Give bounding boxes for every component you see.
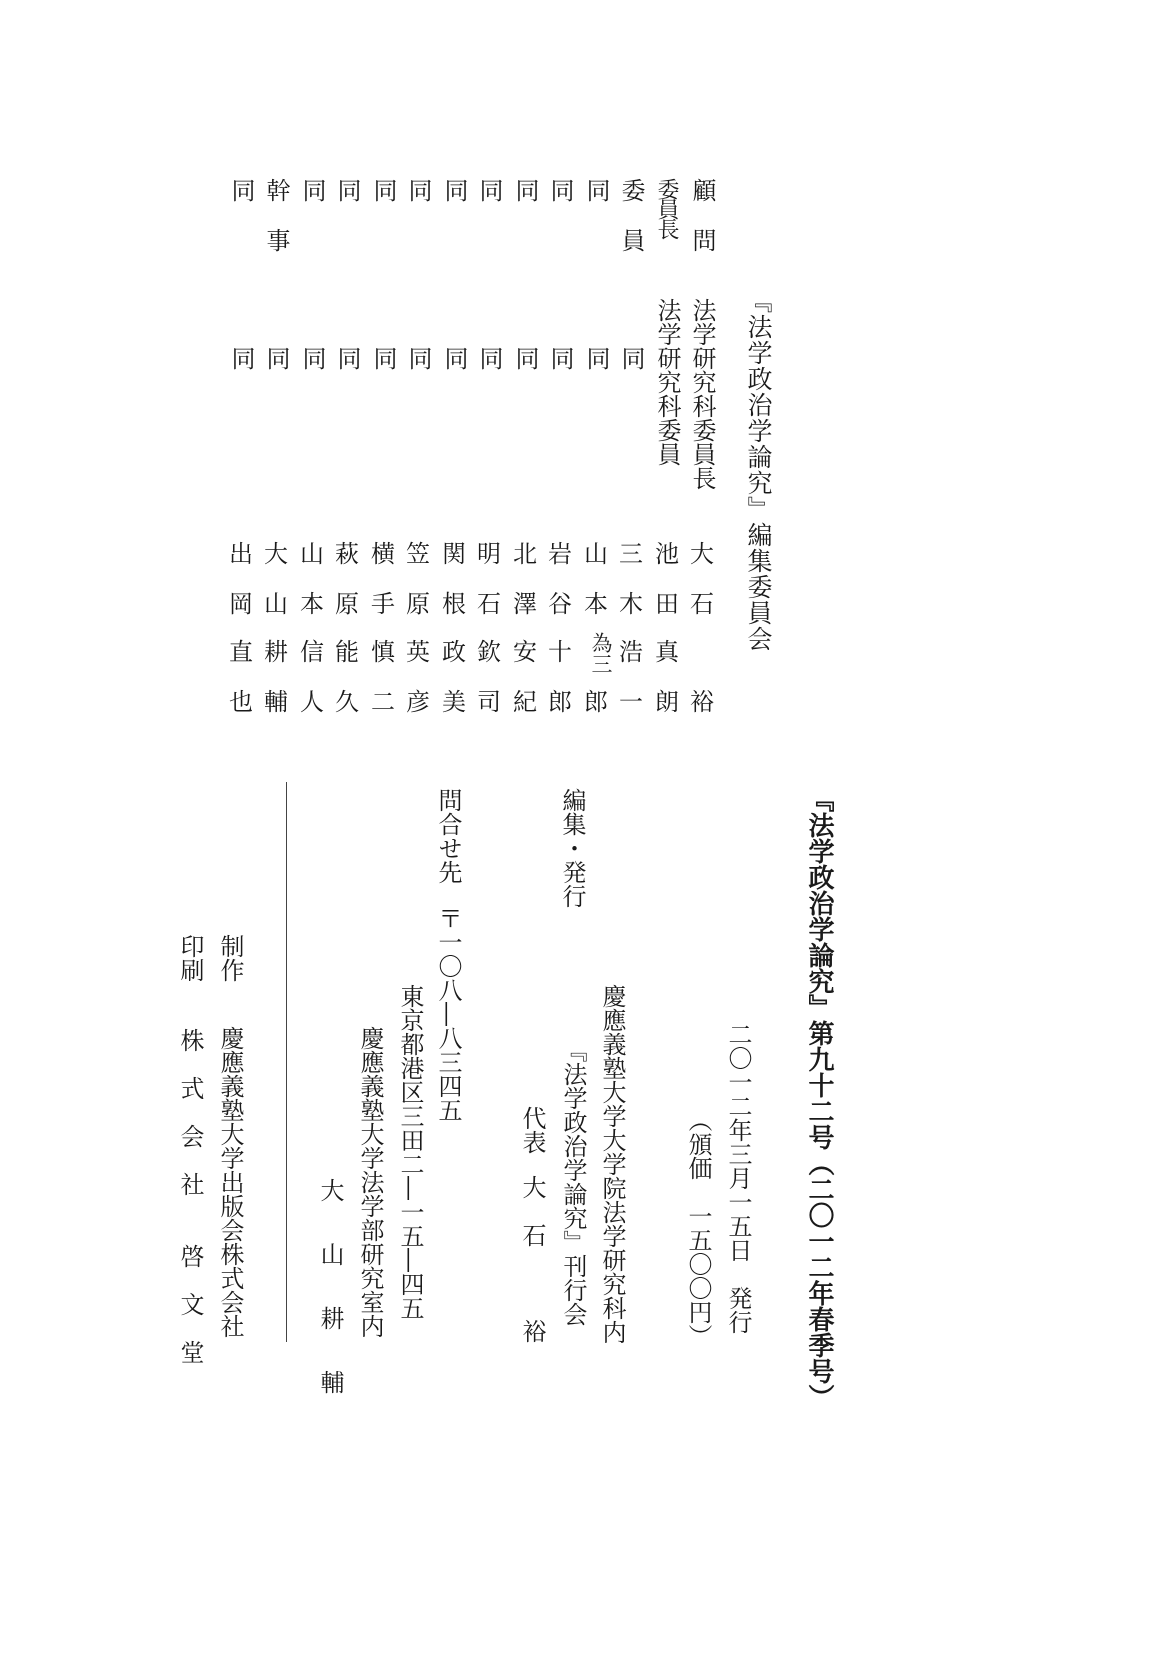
member-role: 同 [546,178,574,202]
member-name-char: 紀 [513,688,537,716]
member-name-char: 横 [371,540,395,568]
member-name-char: 朗 [655,688,679,716]
member-affiliation: 同 [227,346,255,370]
member-name-char: 田 [655,590,679,618]
member-name-char: 英 [406,638,430,666]
member-name-char: 十 [548,638,572,666]
member-name-char: 木 [619,590,643,618]
member-name-char: 原 [335,590,359,618]
member-name-char: 久 [335,688,359,716]
member-name-char: 郎 [584,688,608,716]
member-name-char: 人 [300,688,324,716]
committee-title: 『法学政治学論究』編集委員会 [744,288,773,652]
member-name-char: 裕 [690,688,714,716]
member-name-char: 一 [619,688,643,716]
member-name-char: 政 [442,638,466,666]
representative-label: 代表 [518,1106,546,1154]
member-name-char: 山 [300,540,324,568]
member-role: 同 [369,178,397,202]
member-affiliation: 同 [404,346,432,370]
publisher-org: 慶應義塾大学大学院法学研究科内 [598,984,626,1344]
member-name-char: 原 [406,590,430,618]
member-name-char: 本 [584,590,608,618]
member-name-char: 池 [655,540,679,568]
section-divider [286,782,287,1342]
production-label: 制作 [216,934,244,982]
member-name-char: 慎 [371,638,395,666]
member-name-char: 大 [690,540,714,568]
member-role: 同 [440,178,468,202]
member-name-char: 出 [229,540,253,568]
member-name-char: 明 [477,540,501,568]
member-role: 委員長 [654,178,679,238]
member-affiliation: 法学研究科委員長 [688,298,716,490]
member-role: 顧問 [688,178,716,278]
member-name-char: 美 [442,688,466,716]
member-role: 同 [582,178,610,202]
member-name-char: 山 [584,540,608,568]
member-name-char: 耕 [264,638,288,666]
member-affiliation: 同 [262,346,290,370]
member-name-char: 三 [619,540,643,568]
member-name-char: 根 [442,590,466,618]
member-name-char: 手 [371,590,395,618]
member-name-char: 石 [477,590,501,618]
member-affiliation: 同 [617,346,645,370]
member-name-char: 郎 [548,688,572,716]
member-name-char: 澤 [513,590,537,618]
member-name-char: 岡 [229,590,253,618]
member-name-char: 直 [229,638,253,666]
member-name-char: 司 [477,688,501,716]
journal-title: 『法学政治学論究』第九十二号（二〇一二年春季号） [804,786,834,1410]
member-affiliation: 同 [440,346,468,370]
member-name-char: 能 [335,638,359,666]
member-name-char: 岩 [548,540,572,568]
member-affiliation: 法学研究科委員 [653,298,681,466]
member-role: 同 [227,178,255,202]
member-name-char: 二 [371,688,395,716]
member-name-char: 大 [264,540,288,568]
contact-name: 大 山 耕 輔 [316,1178,344,1402]
member-name-char: 谷 [548,590,572,618]
printing-company: 株 式 会 社 啓 文 堂 [176,1028,204,1364]
member-affiliation: 同 [475,346,503,370]
address: 東京都港区三田二―一五―四五 [396,984,424,1320]
member-name-char: 為三 [589,632,613,674]
price: （頒価 一五〇〇円） [684,1108,712,1348]
member-name-char: 輔 [264,688,288,716]
member-affiliation: 同 [582,346,610,370]
member-role: 同 [475,178,503,202]
member-affiliation: 同 [298,346,326,370]
publisher-society: 『法学政治学論究』刊行会 [559,1038,587,1326]
member-name-char: 北 [513,540,537,568]
member-role: 委員 [617,178,645,278]
member-name-char: 笠 [406,540,430,568]
member-affiliation: 同 [333,346,361,370]
member-name-char: 信 [300,638,324,666]
member-role: 同 [404,178,432,202]
member-name-char: 欽 [477,638,501,666]
member-role: 同 [333,178,361,202]
member-affiliation: 同 [369,346,397,370]
member-name-char: 浩 [619,638,643,666]
member-role: 同 [511,178,539,202]
member-role: 同 [298,178,326,202]
member-name-char: 萩 [335,540,359,568]
member-name-char: 真 [655,638,679,666]
member-name-char: 山 [264,590,288,618]
member-role: 幹事 [262,178,290,278]
member-name-char: 関 [442,540,466,568]
member-name-char: 本 [300,590,324,618]
office: 慶應義塾大学法学部研究室内 [356,1026,384,1338]
member-name-char: 也 [229,688,253,716]
inquiry-label: 問合せ先 [434,788,462,884]
member-name-char: 彦 [406,688,430,716]
member-affiliation: 同 [511,346,539,370]
issue-date: 二〇一二年三月一五日 発行 [724,1022,752,1334]
production-org: 慶應義塾大学出版会株式会社 [216,1026,244,1338]
postal-code: 〒一〇八―八三四五 [434,906,462,1122]
representative-name: 大 石 裕 [518,1175,546,1343]
publisher-label: 編集・発行 [558,788,586,908]
member-affiliation: 同 [546,346,574,370]
printing-label: 印刷 [176,934,204,982]
member-name-char: 石 [690,590,714,618]
member-name-char: 安 [513,638,537,666]
